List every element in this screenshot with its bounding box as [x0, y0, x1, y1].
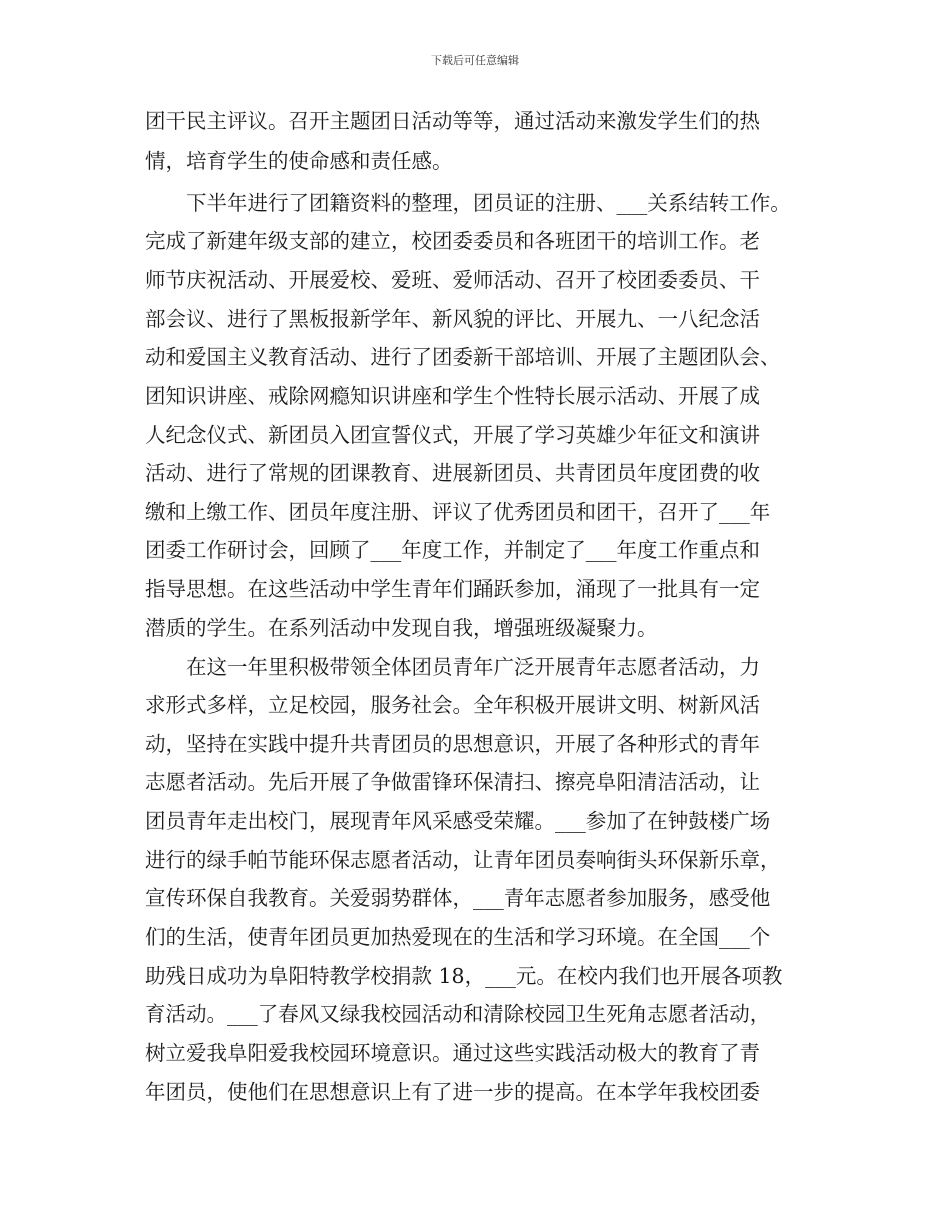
text-line: 年团员，使他们在思想意识上有了进一步的提高。在本学年我校团委 [145, 1080, 760, 1104]
text-line: 团知识讲座、戒除网瘾知识讲座和学生个性特长展示活动、开展了成 [145, 384, 760, 408]
text-line: 育活动。___了春风又绿我校园活动和清除校园卫生死角志愿者活动， [145, 1002, 771, 1026]
text-line: 树立爱我阜阳爱我校园环境意识。通过这些实践活动极大的教育了青 [145, 1041, 760, 1065]
text-line: 动，坚持在实践中提升共青团员的思想意识，开展了各种形式的青年 [145, 732, 760, 756]
text-line: 进行的绿手帕节能环保志愿者活动，让青年团员奏响街头环保新乐章， [145, 848, 781, 872]
text-line: 动和爱国主义教育活动、进行了团委新干部培训、开展了主题团队会、 [145, 345, 781, 369]
text-line: 情，培育学生的使命感和责任感。 [145, 149, 453, 173]
text-line: 下半年进行了团籍资料的整理，团员证的注册、___关系结转工作。 [145, 191, 791, 215]
text-line: 人纪念仪式、新团员入团宣誓仪式，开展了学习英雄少年征文和演讲 [145, 423, 760, 447]
text-line: 潜质的学生。在系列活动中发现自我，增强班级凝聚力。 [145, 616, 658, 640]
text-line: 活动、进行了常规的团课教育、进展新团员、共青团员年度团费的收 [145, 461, 760, 485]
page-header: 下载后可任意编辑 [431, 54, 519, 67]
text-line: 求形式多样，立足校园，服务社会。全年积极开展讲文明、树新风活 [145, 693, 760, 717]
text-line: 团干民主评议。召开主题团日活动等等，通过活动来激发学生们的热 [145, 109, 760, 133]
text-line: 宣传环保自我教育。关爱弱势群体，___青年志愿者参加服务，感受他 [145, 886, 771, 910]
text-line: 团委工作研讨会，回顾了___年度工作，并制定了___年度工作重点和 [145, 538, 760, 562]
text-line: 志愿者活动。先后开展了争做雷锋环保清扫、擦亮阜阳清洁活动，让 [145, 770, 760, 794]
text-line: 缴和上缴工作、团员年度注册、评议了优秀团员和团干，召开了___年 [145, 500, 771, 524]
text-line: 指导思想。在这些活动中学生青年们踊跃参加，涌现了一批具有一定 [145, 577, 760, 601]
text-line: 助残日成功为阜阳特教学校捐款 18，___元。在校内我们也开展各项教 [145, 964, 783, 988]
text-line: 们的生活，使青年团员更加热爱现在的生活和学习环境。在全国___个 [145, 925, 771, 949]
text-line: 团员青年走出校门，展现青年风采感受荣耀。___参加了在钟鼓楼广场 [145, 809, 771, 833]
text-line: 在这一年里积极带领全体团员青年广泛开展青年志愿者活动，力 [145, 655, 760, 679]
text-line: 完成了新建年级支部的建立，校团委委员和各班团干的培训工作。老 [145, 229, 760, 253]
text-line: 师节庆祝活动、开展爱校、爱班、爱师活动、召开了校团委委员、干 [145, 268, 760, 292]
text-line: 部会议、进行了黑板报新学年、新风貌的评比、开展九、一八纪念活 [145, 307, 760, 331]
